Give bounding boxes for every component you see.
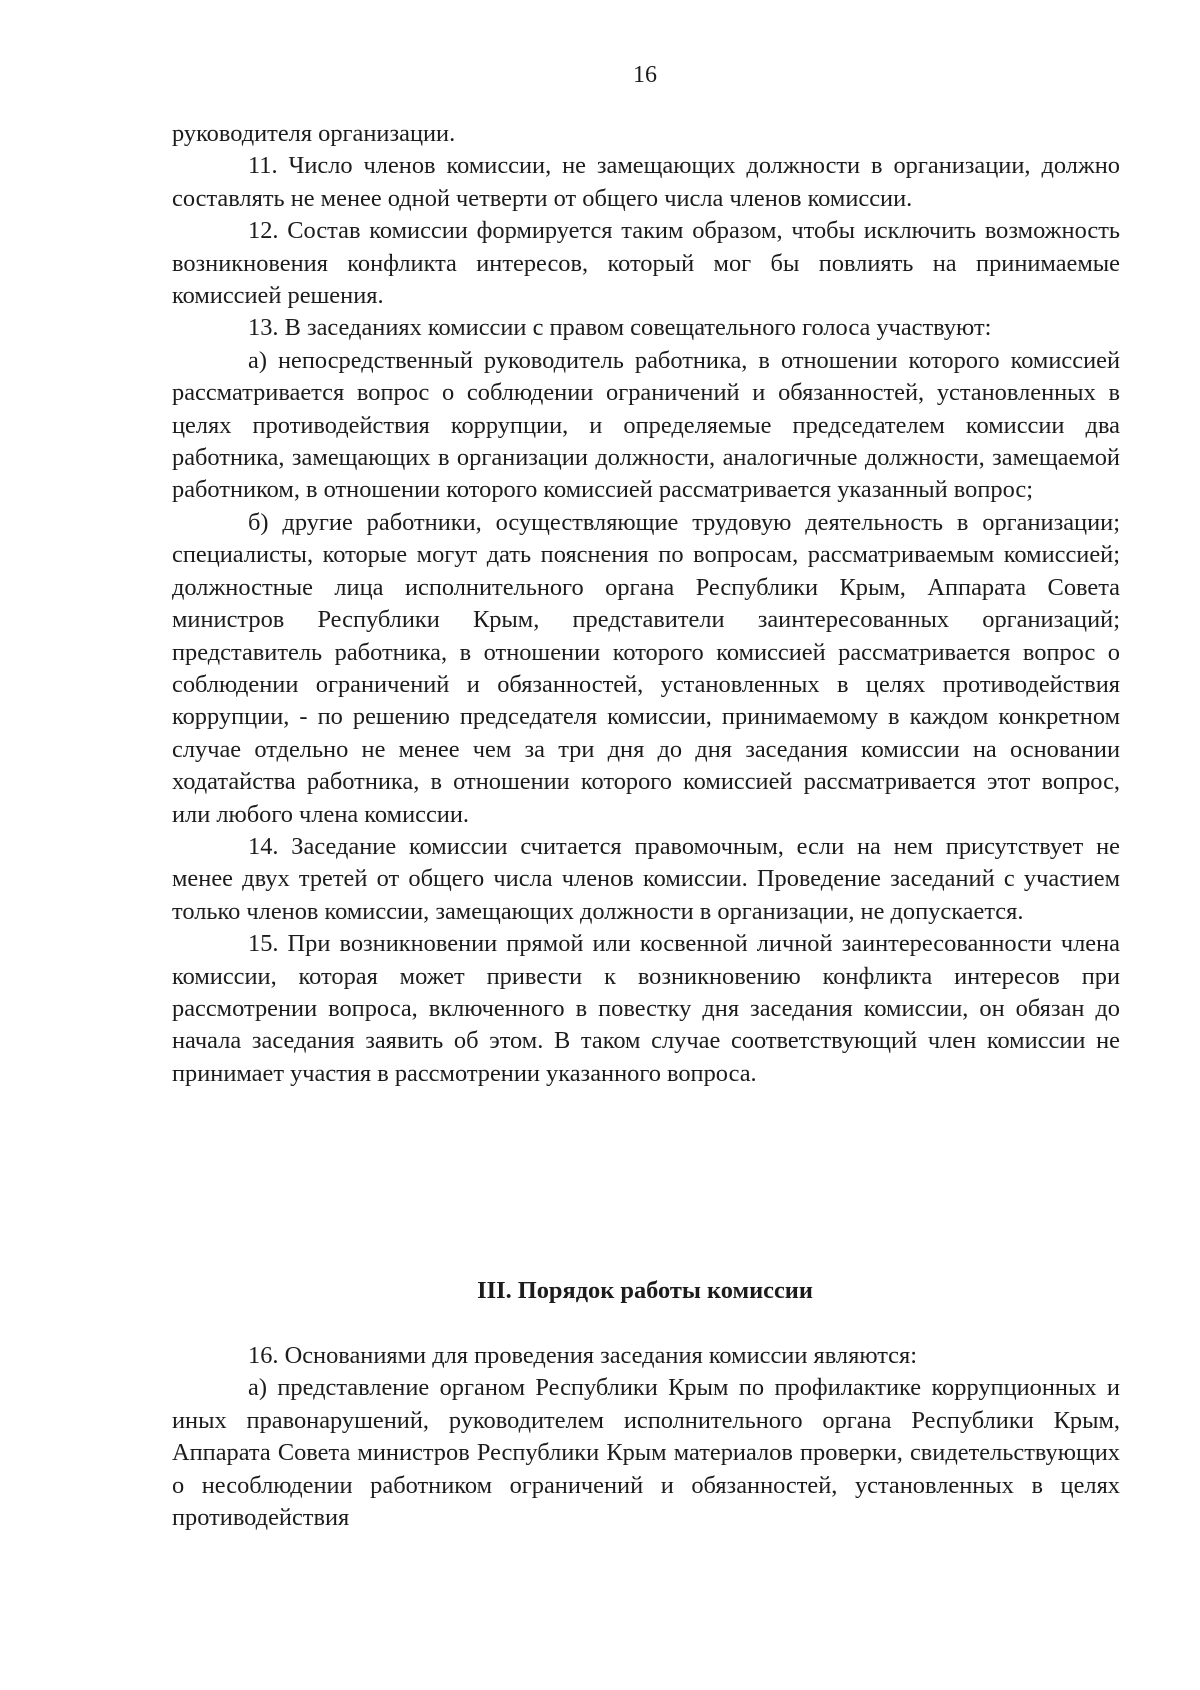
paragraph: а) непосредственный руководитель работника, в отношении которого комиссией рассматривается вопрос о соблюдении ограничений и обязанностей, установленных в целях противодействия коррупции, и определяемые председателем комиссии два работника, замещающих в организации должности, аналогичные должности, замещаемой работником, в отношении которого комиссией рассматривается указанный вопрос;: [172, 346, 1120, 504]
paragraph: 13. В заседаниях комиссии с правом совещательного голоса участвуют:: [248, 314, 992, 342]
paragraph: 12. Состав комиссии формируется таким образом, чтобы исключить возможность возникновения конфликта интересов, который мог бы повлиять на принимаемые комиссией решения.: [172, 217, 1120, 310]
paragraph: 14. Заседание комиссии считается правомочным, если на нем присутствует не менее двух третей от общего числа членов комиссии. Проведение заседаний с участием только членов комиссии, замещающих должности в организации, не допускается.: [172, 832, 1120, 925]
paragraph: 11. Число членов комиссии, не замещающих должности в организации, должно составлять не менее одной четверти от общего числа членов комиссии.: [172, 152, 1120, 212]
paragraph: а) представление органом Республики Крым по профилактике коррупционных и иных правонарушений, руководителем исполнительного органа Республики Крым, Аппарата Совета министров Республики Крым материалов проверки, свидетельствующих о несоблюдении работником ограничений и обязанностей, установленных в целях противодействия: [172, 1374, 1120, 1532]
text-block-bottom: [172, 1340, 1120, 1534]
paragraph: 16. Основаниями для проведения заседания комиссии являются:: [248, 1342, 917, 1369]
paragraph: 15. При возникновении прямой или косвенной личной заинтересованности члена комиссии, которая может привести к возникновению конфликта интересов при рассмотрении вопроса, включенного в повестку дня заседания комиссии, он обязан до начала заседания заявить об этом. В таком случае соответствующий член комиссии не принимает участия в рассмотрении указанного вопроса.: [172, 930, 1120, 1087]
section-heading: III. Порядок работы комиссии: [477, 1277, 813, 1304]
paragraph: б) другие работники, осуществляющие трудовую деятельность в организации; специалисты, которые могут дать пояснения по вопросам, рассматриваемым комиссией; должностные лица исполнительного органа Республики Крым, Аппарата Совета министров Республики Крым, представители заинтересованных организаций; представитель работника, в отношении которого комиссией рассматривается вопрос о соблюдении ограничений и обязанностей, установленных в целях противодействия коррупции, - по решению председателя комиссии, принимаемому в каждом конкретном случае отдельно не менее чем за три дня до дня заседания комиссии на основании ходатайства работника, в отношении которого комиссией рассматривается этот вопрос, или любого члена комиссии.: [172, 508, 1120, 828]
paragraph: руководителя организации.: [172, 120, 456, 147]
page-number: 16: [633, 62, 657, 88]
text-block-top: [172, 118, 1120, 1090]
